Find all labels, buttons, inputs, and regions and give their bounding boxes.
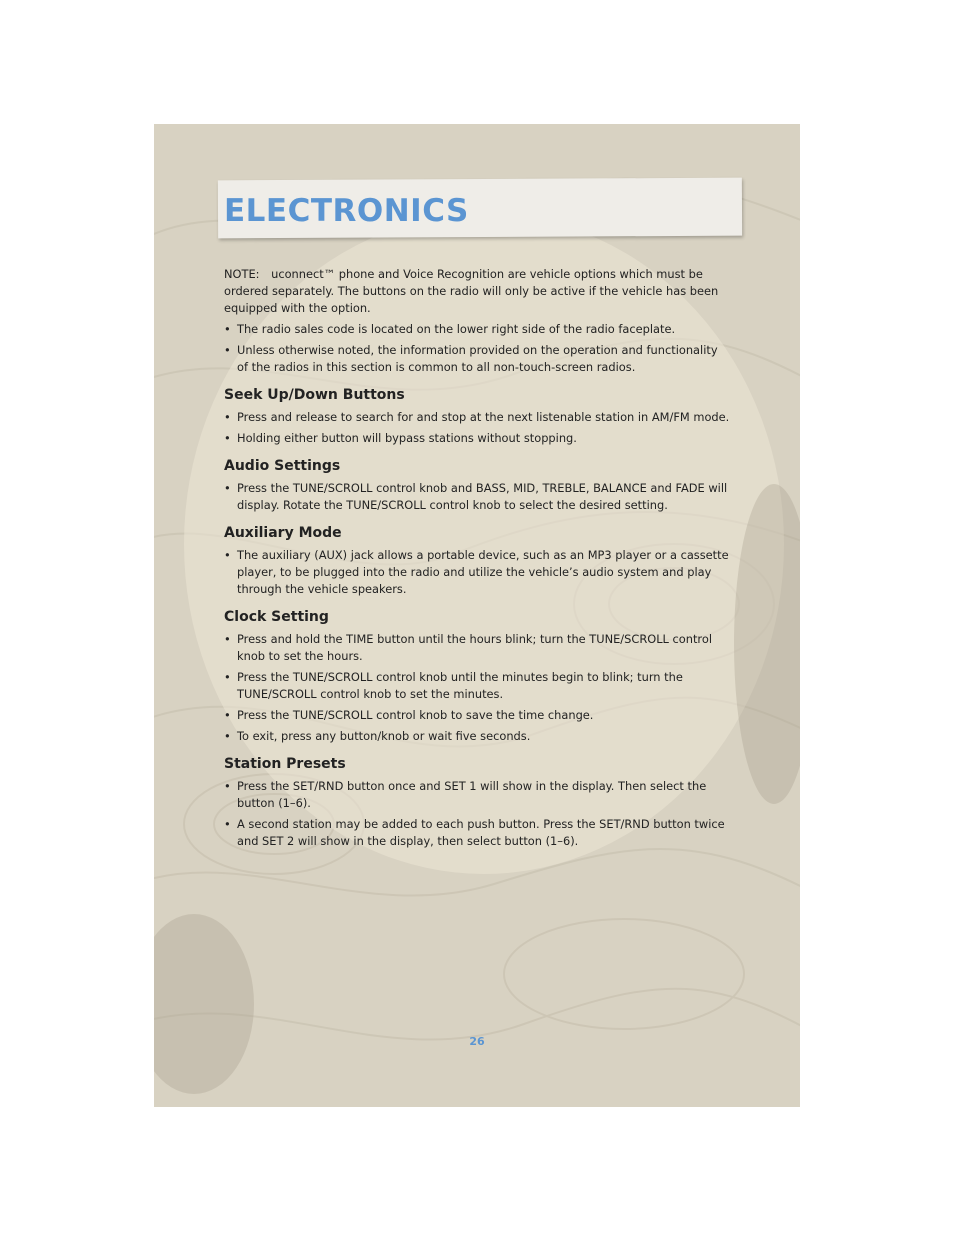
section-heading-audio: Audio Settings (224, 458, 341, 474)
section-heading-presets: Station Presets (224, 756, 346, 772)
list-item: • A second station may be added to each push button. Press the SET/RND button twice and SET 2 will show in the display, then select button (1–6). (224, 817, 725, 848)
seek-list (224, 409, 732, 447)
list-item: • Press the TUNE/SCROLL control knob and BASS, MID, TREBLE, BALANCE and FADE will display. Rotate the TUNE/SCROLL control knob to select the desired setting. (224, 481, 728, 512)
note-label: NOTE: (224, 267, 260, 281)
manual-page (154, 124, 800, 1107)
clock-list (224, 631, 732, 745)
audio-list (224, 480, 732, 514)
auxiliary-list (224, 547, 732, 598)
note-paragraph (224, 266, 732, 317)
intro-list (224, 321, 732, 376)
content-body (224, 266, 732, 854)
list-item: • Press the TUNE/SCROLL control knob to save the time change. (224, 708, 594, 722)
list-item: • Holding either button will bypass stations without stopping. (224, 431, 577, 445)
section-heading-auxiliary: Auxiliary Mode (224, 525, 342, 541)
list-item: • Press the TUNE/SCROLL control knob until the minutes begin to blink; turn the TUNE/SCROLL control knob to set the minutes. (224, 670, 683, 701)
list-item: • Unless otherwise noted, the information provided on the operation and functionality of the radios in this section is common to all non-touch-screen radios. (224, 343, 718, 374)
section-heading-seek: Seek Up/Down Buttons (224, 387, 405, 403)
page-number: 26 (469, 1035, 485, 1048)
list-item: • Press and release to search for and stop at the next listenable station in AM/FM mode. (224, 410, 730, 424)
list-item: • Press and hold the TIME button until the hours blink; turn the TUNE/SCROLL control knob to set the hours. (224, 632, 713, 663)
presets-list (224, 778, 732, 850)
page-title: ELECTRONICS (224, 193, 469, 229)
list-item: • The auxiliary (AUX) jack allows a portable device, such as an MP3 player or a cassette player, to be plugged into the radio and utilize the vehicle’s audio system and play through the vehicle speakers. (224, 548, 729, 596)
section-heading-clock: Clock Setting (224, 609, 329, 625)
list-item: • To exit, press any button/knob or wait five seconds. (224, 729, 531, 743)
list-item: • The radio sales code is located on the lower right side of the radio faceplate. (224, 322, 676, 336)
list-item: • Press the SET/RND button once and SET 1 will show in the display. Then select the button (1–6). (224, 779, 707, 810)
note-text: uconnect™ phone and Voice Recognition are vehicle options which must be ordered separately. The buttons on the radio will only be active if the vehicle has been equipped with the option. (224, 267, 719, 315)
